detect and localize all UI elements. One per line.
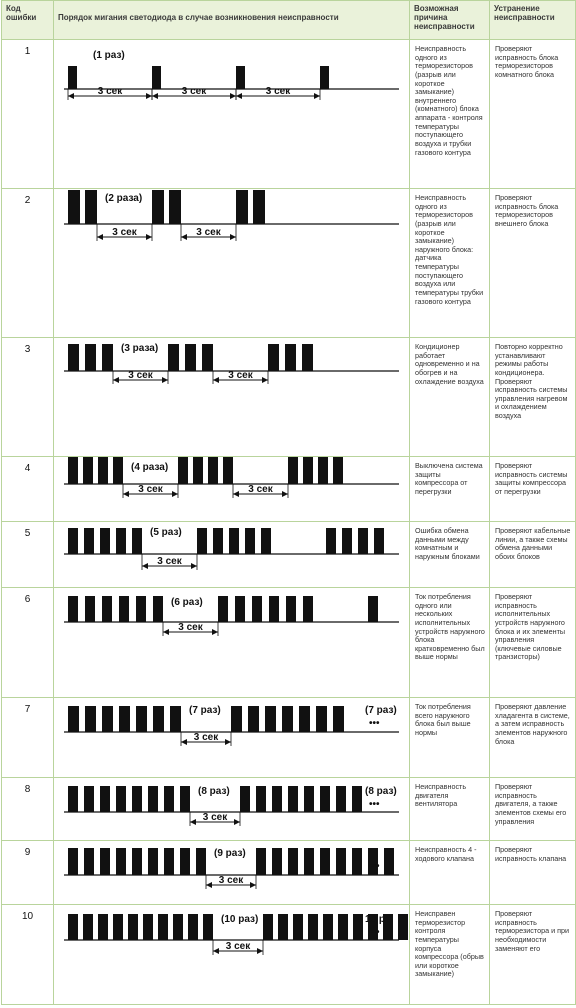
blink-pulse bbox=[116, 528, 126, 554]
interval-label: 3 сек bbox=[178, 622, 203, 633]
interval-label: 3 сек bbox=[112, 227, 137, 238]
blink-pulse bbox=[316, 706, 327, 732]
arrow-head bbox=[113, 377, 119, 383]
blink-pulse bbox=[282, 706, 293, 732]
fix-text: Проверяют исправность блока терморезисторов комнатного блока bbox=[490, 40, 576, 189]
blink-pulse bbox=[248, 706, 259, 732]
arrow-head bbox=[123, 491, 129, 497]
blink-pulse bbox=[193, 457, 203, 484]
blink-pulse bbox=[352, 786, 362, 812]
error-code: 2 bbox=[2, 189, 54, 338]
continuation-dots: ••• bbox=[369, 799, 380, 810]
blink-pulse bbox=[236, 190, 248, 224]
blink-pulse bbox=[119, 596, 129, 622]
blink-diagram bbox=[54, 841, 409, 904]
arrow-head bbox=[213, 377, 219, 383]
blink-pulse bbox=[68, 848, 78, 875]
blink-pulse bbox=[203, 914, 213, 940]
blink-pulse bbox=[308, 914, 318, 940]
blink-pulse bbox=[119, 706, 130, 732]
error-code: 4 bbox=[2, 457, 54, 522]
arrow-head bbox=[146, 234, 152, 240]
blink-pulse bbox=[169, 190, 181, 224]
blink-diagram bbox=[54, 698, 409, 777]
arrow-head bbox=[225, 739, 231, 745]
blink-pulse bbox=[188, 914, 198, 940]
blink-count-label: (7 раз) bbox=[189, 705, 221, 716]
arrow-head bbox=[206, 882, 212, 888]
blink-pulse bbox=[278, 914, 288, 940]
blink-pulse bbox=[333, 706, 344, 732]
blink-pulse bbox=[84, 528, 94, 554]
blink-pulse bbox=[333, 457, 343, 484]
interval-label: 3 сек bbox=[218, 875, 244, 886]
blink-pulse bbox=[68, 344, 79, 371]
interval-label: 3 сек bbox=[181, 86, 207, 97]
blink-count-label-end: 10 р bbox=[365, 914, 386, 925]
blink-pulse bbox=[342, 528, 352, 554]
blink-pulse bbox=[116, 848, 126, 875]
blink-pulse bbox=[336, 786, 346, 812]
table-row bbox=[2, 457, 576, 522]
blink-pulse bbox=[326, 528, 336, 554]
blink-count-label-end: (7 раз) bbox=[365, 705, 397, 716]
blink-pulse bbox=[68, 457, 78, 484]
table-row bbox=[2, 905, 576, 1005]
table-row bbox=[2, 522, 576, 588]
blink-pulse bbox=[85, 190, 97, 224]
blink-pulse bbox=[202, 344, 213, 371]
blink-pulse bbox=[368, 596, 378, 622]
blink-pulse bbox=[398, 914, 408, 940]
blink-pulse bbox=[320, 66, 329, 89]
cause-text: Ошибка обмена данными между комнатным и наружным блоками bbox=[410, 522, 490, 588]
blink-pulse bbox=[132, 848, 142, 875]
arrow-head bbox=[257, 948, 263, 954]
blink-diagram bbox=[54, 905, 409, 1004]
blink-pulse bbox=[148, 786, 158, 812]
fix-text: Проверяют исправность системы защиты компрессора от перегрузки bbox=[490, 457, 576, 522]
blink-count-label: (3 раза) bbox=[121, 343, 159, 354]
blink-diagram-cell bbox=[54, 522, 410, 588]
interval-label: 3 сек bbox=[138, 484, 163, 495]
blink-pulse bbox=[164, 786, 174, 812]
blink-pulse bbox=[252, 596, 262, 622]
blink-diagram-cell bbox=[54, 905, 410, 1005]
blink-pulse bbox=[303, 457, 313, 484]
blink-pulse bbox=[180, 786, 190, 812]
blink-pulse bbox=[100, 786, 110, 812]
arrow-head bbox=[142, 563, 148, 569]
interval-label: 3 сек bbox=[157, 556, 182, 567]
blink-pulse bbox=[208, 457, 218, 484]
blink-pulse bbox=[197, 528, 207, 554]
blink-pulse bbox=[253, 190, 265, 224]
blink-count-label: (9 раз) bbox=[214, 848, 246, 859]
blink-pulse bbox=[235, 596, 245, 622]
blink-count-label: (4 раза) bbox=[131, 462, 169, 473]
blink-pulse bbox=[180, 848, 190, 875]
fix-text: Проверяют исправность терморезистора и при необходимости заменяют его bbox=[490, 905, 576, 1005]
blink-pulse bbox=[256, 848, 266, 875]
blink-pulse bbox=[68, 190, 80, 224]
fix-text: Проверяют кабельные линии, а также схемы обмена данными обоих блоков bbox=[490, 522, 576, 588]
blink-pulse bbox=[352, 848, 362, 875]
blink-pulse bbox=[338, 914, 348, 940]
blink-pulse bbox=[84, 848, 94, 875]
blink-pulse bbox=[336, 848, 346, 875]
cause-text: Неисправность одного из терморезисторов (разрыв или короткое замыкание) внутреннего (комнатного) блока аппарата - контроля температуры поступающего воздуха и трубки газового контура bbox=[410, 40, 490, 189]
cause-text: Неисправность 4 - ходового клапана bbox=[410, 841, 490, 905]
blink-pulse bbox=[299, 706, 310, 732]
blink-pulse bbox=[218, 596, 228, 622]
blink-pulse bbox=[223, 457, 233, 484]
blink-diagram-cell bbox=[54, 778, 410, 841]
blink-pulse bbox=[168, 344, 179, 371]
cause-text: Выключена система защиты компрессора от перегрузки bbox=[410, 457, 490, 522]
blink-diagram-cell bbox=[54, 338, 410, 457]
blink-pulse bbox=[320, 848, 330, 875]
blink-pulse bbox=[302, 344, 313, 371]
blink-pulse bbox=[152, 190, 164, 224]
blink-pulse bbox=[245, 528, 255, 554]
arrow-head bbox=[181, 739, 187, 745]
blink-pulse bbox=[68, 528, 78, 554]
blink-diagram bbox=[54, 457, 409, 521]
blink-pulse bbox=[143, 914, 153, 940]
blink-pulse bbox=[229, 528, 239, 554]
blink-pulse bbox=[68, 786, 78, 812]
blink-pulse bbox=[263, 914, 273, 940]
table-row bbox=[2, 588, 576, 698]
blink-pulse bbox=[100, 848, 110, 875]
blink-diagram-cell bbox=[54, 588, 410, 698]
cause-text: Кондиционер работает одновременно и на обогрев и на охлаждение воздуха bbox=[410, 338, 490, 457]
error-code: 7 bbox=[2, 698, 54, 778]
blink-pulse bbox=[113, 457, 123, 484]
blink-pulse bbox=[173, 914, 183, 940]
arrow-head bbox=[162, 377, 168, 383]
interval-label: 3 сек bbox=[193, 732, 219, 743]
blink-pulse bbox=[304, 786, 314, 812]
arrow-head bbox=[191, 563, 197, 569]
blink-pulse bbox=[231, 706, 242, 732]
interval-label: 3 сек bbox=[196, 227, 221, 238]
blink-pulse bbox=[285, 344, 296, 371]
table-row bbox=[2, 338, 576, 457]
blink-diagram bbox=[54, 588, 409, 697]
continuation-dots: ••• bbox=[369, 927, 380, 938]
blink-pulse bbox=[318, 457, 328, 484]
blink-pulse bbox=[102, 596, 112, 622]
blink-pulse bbox=[68, 66, 77, 89]
blink-pulse bbox=[68, 596, 78, 622]
blink-pulse bbox=[320, 786, 330, 812]
header-cause: Возможная причина неисправности bbox=[410, 1, 490, 40]
blink-pulse bbox=[98, 914, 108, 940]
table-row bbox=[2, 189, 576, 338]
table-row bbox=[2, 40, 576, 189]
blink-pulse bbox=[136, 596, 146, 622]
arrow-head bbox=[212, 629, 218, 635]
blink-pulse bbox=[268, 344, 279, 371]
arrow-head bbox=[146, 93, 152, 99]
blink-diagram-cell bbox=[54, 457, 410, 522]
error-code: 5 bbox=[2, 522, 54, 588]
header-pattern: Порядок мигания светодиода в случае возникновения неисправности bbox=[54, 1, 410, 40]
blink-pulse bbox=[132, 528, 142, 554]
blink-diagram bbox=[54, 338, 409, 456]
interval-label: 3 сек bbox=[128, 370, 153, 381]
error-code: 6 bbox=[2, 588, 54, 698]
interval-label: 3 сек bbox=[202, 812, 228, 823]
interval-label: 3 сек bbox=[248, 484, 273, 495]
arrow-head bbox=[181, 234, 187, 240]
blink-pulse bbox=[83, 457, 93, 484]
blink-pulse bbox=[293, 914, 303, 940]
blink-pulse bbox=[170, 706, 181, 732]
cause-text: Неисправность двигателя вентилятора bbox=[410, 778, 490, 841]
blink-pulse bbox=[358, 528, 368, 554]
error-code: 9 bbox=[2, 841, 54, 905]
header-fix: Устранение неисправности bbox=[490, 1, 576, 40]
blink-pulse bbox=[113, 914, 123, 940]
error-code: 3 bbox=[2, 338, 54, 457]
blink-pulse bbox=[132, 786, 142, 812]
blink-pulse bbox=[185, 344, 196, 371]
blink-pulse bbox=[136, 706, 147, 732]
arrow-head bbox=[230, 234, 236, 240]
blink-pulse bbox=[164, 848, 174, 875]
cause-text: Неисправен терморезистор контроля температуры корпуса компрессора (обрыв или короткое замыкание) bbox=[410, 905, 490, 1005]
blink-diagram bbox=[54, 189, 409, 337]
blink-count-label: (5 раз) bbox=[150, 527, 182, 538]
blink-pulse bbox=[286, 596, 296, 622]
header-code: Код ошибки bbox=[2, 1, 54, 40]
interval-label: 3 сек bbox=[228, 370, 253, 381]
blink-count-label: (8 раз) bbox=[198, 786, 230, 797]
cause-text: Ток потребления одного или нескольких исполнительных устройств наружного блока кратковременно был выше нормы bbox=[410, 588, 490, 698]
blink-diagram bbox=[54, 778, 409, 840]
continuation-dots: ••• bbox=[369, 718, 380, 729]
fix-text: Проверяют исправность клапана bbox=[490, 841, 576, 905]
blink-pulse bbox=[116, 786, 126, 812]
cause-text: Неисправность одного из терморезисторов (разрыв или короткое замыкание) наружного блока: датчика температуры поступающего воздуха или температуры трубки газового контура bbox=[410, 189, 490, 338]
blink-pulse bbox=[128, 914, 138, 940]
blink-pulse bbox=[100, 528, 110, 554]
blink-pulse bbox=[85, 706, 96, 732]
blink-count-label: (6 раз) bbox=[171, 597, 203, 608]
blink-pulse bbox=[261, 528, 271, 554]
blink-pulse bbox=[102, 706, 113, 732]
blink-pulse bbox=[85, 596, 95, 622]
blink-count-label: (1 раз) bbox=[93, 50, 125, 61]
blink-pulse bbox=[236, 66, 245, 89]
error-code-table bbox=[1, 0, 576, 1005]
cause-text: Ток потребления всего наружного блока был выше нормы bbox=[410, 698, 490, 778]
blink-pulse bbox=[98, 457, 108, 484]
arrow-head bbox=[213, 948, 219, 954]
error-code: 10 bbox=[2, 905, 54, 1005]
arrow-head bbox=[236, 93, 242, 99]
blink-diagram bbox=[54, 40, 409, 188]
blink-pulse bbox=[158, 914, 168, 940]
blink-pulse bbox=[374, 528, 384, 554]
blink-pulse bbox=[153, 596, 163, 622]
blink-pulse bbox=[68, 914, 78, 940]
table-row bbox=[2, 698, 576, 778]
table-row bbox=[2, 841, 576, 905]
arrow-head bbox=[163, 629, 169, 635]
arrow-head bbox=[282, 491, 288, 497]
arrow-head bbox=[234, 819, 240, 825]
blink-pulse bbox=[68, 706, 79, 732]
blink-pulse bbox=[240, 786, 250, 812]
blink-pulse bbox=[213, 528, 223, 554]
blink-pulse bbox=[85, 344, 96, 371]
blink-pulse bbox=[83, 914, 93, 940]
blink-pulse bbox=[304, 848, 314, 875]
blink-pulse bbox=[384, 848, 394, 875]
arrow-head bbox=[262, 377, 268, 383]
fix-text: Проверяют исправность двигателя, а также элементов схемы его управления bbox=[490, 778, 576, 841]
arrow-head bbox=[190, 819, 196, 825]
blink-pulse bbox=[265, 706, 276, 732]
blink-diagram-cell bbox=[54, 698, 410, 778]
blink-diagram-cell bbox=[54, 40, 410, 189]
continuation-dots: ••• bbox=[369, 861, 380, 872]
blink-pulse bbox=[269, 596, 279, 622]
arrow-head bbox=[172, 491, 178, 497]
blink-pulse bbox=[256, 786, 266, 812]
arrow-head bbox=[230, 93, 236, 99]
blink-count-label: (10 раз) bbox=[221, 914, 259, 925]
fix-text: Проверяют исправность исполнительных устройств наружного блока и их элементы управления (ключевые силовые транзисторы) bbox=[490, 588, 576, 698]
arrow-head bbox=[314, 93, 320, 99]
blink-diagram bbox=[54, 522, 409, 587]
error-code: 8 bbox=[2, 778, 54, 841]
blink-pulse bbox=[84, 786, 94, 812]
error-code: 1 bbox=[2, 40, 54, 189]
blink-pulse bbox=[152, 66, 161, 89]
blink-count-label-end: (8 раз) bbox=[365, 786, 397, 797]
blink-pulse bbox=[288, 457, 298, 484]
arrow-head bbox=[97, 234, 103, 240]
blink-pulse bbox=[303, 596, 313, 622]
blink-diagram-cell bbox=[54, 841, 410, 905]
interval-label: 3 сек bbox=[265, 86, 291, 97]
blink-pulse bbox=[288, 786, 298, 812]
arrow-head bbox=[233, 491, 239, 497]
arrow-head bbox=[250, 882, 256, 888]
blink-pulse bbox=[272, 786, 282, 812]
blink-pulse bbox=[153, 706, 164, 732]
blink-count-label: (2 раза) bbox=[105, 193, 143, 204]
blink-pulse bbox=[272, 848, 282, 875]
table-row bbox=[2, 778, 576, 841]
blink-pulse bbox=[353, 914, 363, 940]
blink-pulse bbox=[323, 914, 333, 940]
fix-text: Проверяют исправность блока терморезисторов внешнего блока bbox=[490, 189, 576, 338]
blink-pulse bbox=[178, 457, 188, 484]
blink-pulse bbox=[148, 848, 158, 875]
arrow-head bbox=[68, 93, 74, 99]
arrow-head bbox=[152, 93, 158, 99]
blink-pulse bbox=[102, 344, 113, 371]
blink-pulse bbox=[288, 848, 298, 875]
fix-text: Проверяют давление хладагента в системе, а затем исправность элементов наружного блока bbox=[490, 698, 576, 778]
blink-diagram-cell bbox=[54, 189, 410, 338]
fix-text: Повторно корректно устанавливают режимы работы кондиционера. Проверяют исправность системы управления нагревом и охлаждением воздуха bbox=[490, 338, 576, 457]
interval-label: 3 сек bbox=[225, 941, 251, 952]
interval-label: 3 сек bbox=[97, 86, 123, 97]
blink-pulse bbox=[196, 848, 206, 875]
